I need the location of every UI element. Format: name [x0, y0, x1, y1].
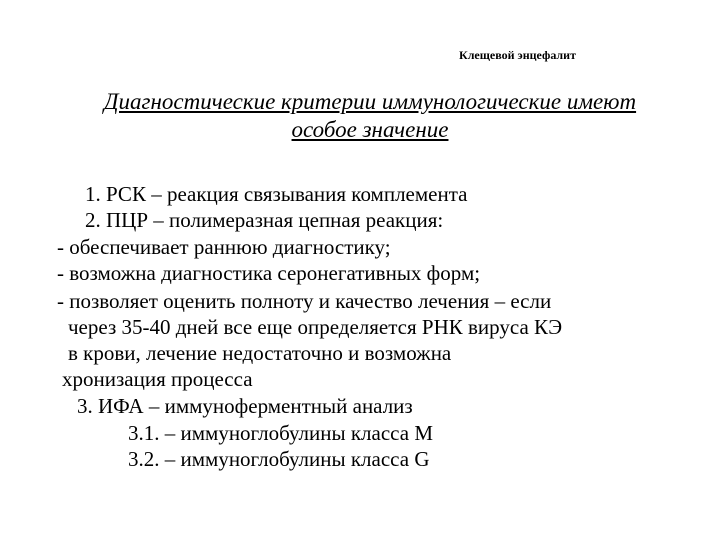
subtitle	[40, 88, 700, 144]
list-item-pcr-evaluate: - позволяет оценить полноту и качество лечения – если	[57, 289, 552, 313]
list-item-pcr-evaluate-cont-3: хронизация процесса	[62, 367, 253, 391]
list-item-pcr-evaluate-cont-1: через 35-40 дней все еще определяется РНК вируса КЭ	[68, 315, 563, 339]
list-item-pcr-seronegative: - возможна диагностика серонегативных форм;	[57, 261, 481, 285]
list-item-pcr: 2. ПЦР – полимеразная цепная реакция:	[85, 208, 444, 232]
list-item-ifa: 3. ИФА – иммуноферментный анализ	[77, 394, 413, 418]
subtitle-line-1: Диагностические критерии иммунологические имеют	[103, 89, 637, 114]
list-item-pcr-early: - обеспечивает раннюю диагностику;	[57, 235, 391, 259]
list-item-ifa-igg: 3.2. – иммуноглобулины класса G	[128, 447, 430, 471]
list-item-pcr-evaluate-cont-2: в крови, лечение недостаточно и возможна	[68, 341, 452, 365]
page-header: Клещевой энцефалит	[459, 48, 576, 62]
list-item-rsk: 1. РСК – реакция связывания комплемента	[85, 182, 468, 206]
subtitle-line-2: особое значение	[291, 117, 449, 142]
list-item-ifa-igm: 3.1. – иммуноглобулины класса M	[128, 421, 434, 445]
